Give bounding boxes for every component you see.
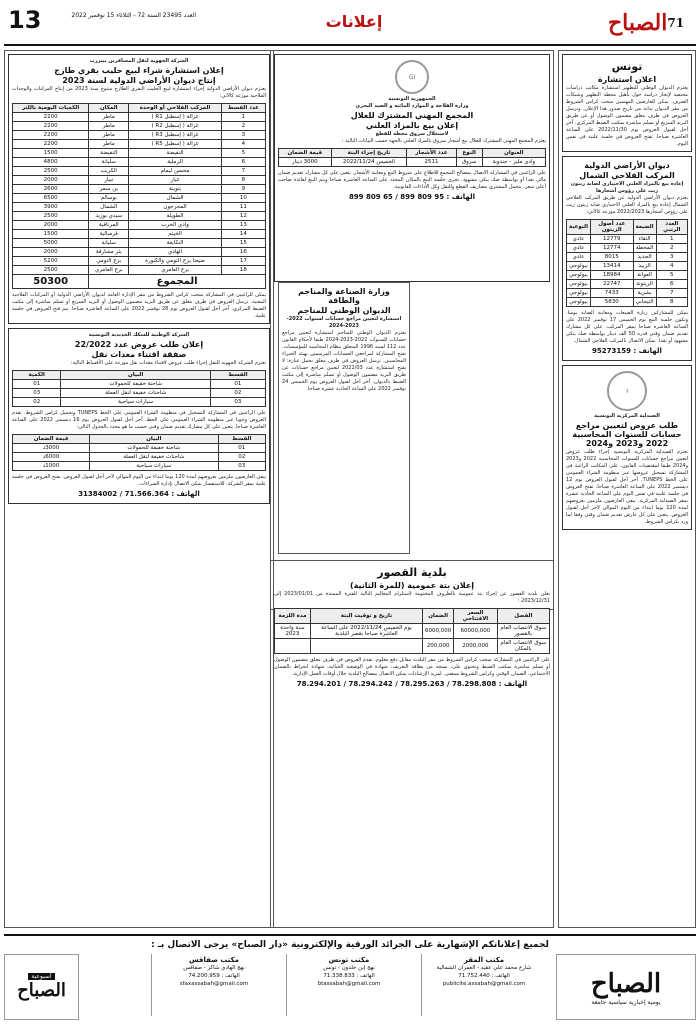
- table-cell: 4: [221, 140, 265, 149]
- table-header: المكان: [89, 104, 129, 113]
- table-cell: الخيتم: [129, 230, 222, 239]
- table-cell: 2500: [13, 212, 89, 221]
- table-row: [13, 462, 266, 471]
- table-cell: شاحنة خفيفة للحمولات: [61, 380, 210, 389]
- table-cell: 3: [221, 131, 265, 140]
- table-cell: 12779: [591, 235, 634, 244]
- table-header: القسط: [210, 371, 265, 380]
- table-cell: 60000,000: [454, 624, 497, 639]
- table-row: [275, 624, 550, 639]
- table-cell: المحرجون: [129, 203, 222, 212]
- table-header: العدد الرتبي: [656, 220, 687, 235]
- table-header: الفصل: [497, 609, 550, 624]
- table-cell: 18984: [591, 271, 634, 280]
- table-cell: وادي مليز - جندوبة: [482, 158, 545, 167]
- table-header: عدد القسط: [221, 104, 265, 113]
- table-row: [13, 221, 266, 230]
- table-cell: 3900: [13, 203, 89, 212]
- table-cell: 14: [221, 230, 265, 239]
- page-number: 13: [8, 6, 42, 34]
- ad-sub: إنتاج ديوان الأراضي الدولية لسنة 2023: [62, 76, 216, 85]
- table-cell: ماطر: [89, 113, 129, 122]
- table-header: تاريخ إجراء البتة: [331, 149, 407, 158]
- ad-head: استشارة لتعيين مراجع حسابات لسنوات 2022-2023-2024: [286, 316, 402, 329]
- table-cell: 02: [13, 398, 61, 407]
- table-cell: 7: [656, 289, 687, 298]
- table-row: [275, 639, 550, 654]
- table-cell: 6000,000: [423, 624, 454, 639]
- table-header: البيان: [61, 371, 210, 380]
- office-name: مكتب صفاقس: [188, 956, 240, 964]
- table-cell: 2200: [13, 122, 89, 131]
- ad-intro: يعتزم ديوان الأراضي الدولية إجراء استشارة لبيع الحليب البقري الطازج منتوج سنة 2023 من إنتاج المركبات والوحدات الفلاحية موزعة كالآتي:: [12, 86, 266, 99]
- table-header: البيان: [90, 435, 219, 444]
- ad-title: إعلان استشارة شراء لبيع حليب بقري طازج: [54, 66, 224, 75]
- table-cell: 13414: [591, 262, 634, 271]
- column-4: [4, 50, 274, 928]
- table-row: [13, 257, 266, 266]
- ad-body: يعتزم الديوان الوطني للتطهير استشارة مكاتب دراسات مختصة لإنجاز دراسة حول تأهيل محطة التطهير وشبكات الصرف. يمكن للعارضين المهتمين سحب كراس الشروط من مقر الديوان بداية من تاريخ صدور هذا الإعلان. وترسل العروض في ظرف مغلق مضمون الوصول أو عن طريق البريد السريع أو تسلم مباشرة بمكتب الضبط المركزي. آخر أجل لقبول العروض يوم 2022/11/30 على الساعة العاشرة صباحا. تفتح العروض في جلسة علنية في نفس اليوم.: [566, 85, 689, 147]
- table-cell: 2600: [13, 185, 89, 194]
- table-header: الضمان: [423, 609, 454, 624]
- table-cell: سليانة: [89, 239, 129, 248]
- table-cell: يوم الخميس 2022/11/24 على الساعة العاشرة صباحا بقصر البلدية: [310, 624, 422, 639]
- table-cell: 6: [656, 280, 687, 289]
- logo-name: الصباح: [17, 980, 66, 1001]
- table-cell: 5000: [13, 239, 89, 248]
- table-cell: 17: [221, 257, 265, 266]
- ad-transport-tender: [8, 328, 270, 504]
- table-cell: 3: [656, 253, 687, 262]
- olive-table: [566, 219, 688, 307]
- footer-title: لجميع إعلاناتكم الإشهارية على الجرائد الورقية والإلكترونية «دار الصباح» يرجى الاتصال بـ :: [151, 940, 549, 950]
- table-cell: الكريب: [89, 167, 129, 176]
- table-cell: 8015: [591, 253, 634, 262]
- table-cell: 2200: [13, 131, 89, 140]
- table-row: [13, 149, 266, 158]
- logo-name: الصباح: [590, 968, 662, 999]
- office-email[interactable]: btassabah@gmail.com: [317, 981, 381, 987]
- table-cell: عادي: [567, 244, 591, 253]
- issue-line: العدد 23495 السنة 72 - الثلاثاء 15 نوفمبر 2022: [71, 12, 196, 19]
- ad-body: يمكن للراغبين في المشاركة سحب كراس الشروط من مقر الإدارة العامة لديوان الأراضي الدولية أو المركبات الفلاحية المعنية. ترسل العروض في ظرف مغلق عن طريق البريد مضمون الوصول أو البريد السريع أو تسلم مباشرة إلى مكتب الضبط المركزي. آخر أجل لقبول العروض يوم 28 نوفمبر 2022 على الساعة العاشرة صباحا. يتم فتح العروض في جلسة علنية.: [12, 292, 267, 319]
- table-cell: 4800: [13, 158, 89, 167]
- office-line: الهاتف : 71.338.833: [323, 973, 375, 979]
- table-cell: ماطر: [89, 122, 129, 131]
- table-row: [567, 280, 688, 289]
- table-cell: 03: [13, 389, 61, 398]
- office-email[interactable]: sfaxassabah@gmail.com: [179, 981, 249, 987]
- ad-consultation-tunis: [562, 54, 692, 152]
- ad-body: على الراغبين في المشاركة سحب كراس الشروط من مقر البلدية مقابل دفع معلوم. تقدم العروض في ظرف مغلق مضمون الوصول أو تسلم مباشرة بمكتب الضبط وتحتوي على: نسخة من بطاقة التعريف، شهادة في الوضعية الجبائية، شهادة انخراط بالضمان الاجتماعي، الضمان الوقتي وكراس الشروط ممضى. لمزيد الإرشادات يمكن الاتصال بمصالح البلدية خلال أوقات العمل الإدارية.: [274, 657, 550, 677]
- office-hq: [421, 954, 546, 1016]
- logo-tagline: يومية إخبارية سياسية جامعة: [591, 998, 661, 1006]
- table-row: [567, 262, 688, 271]
- table-row: [567, 253, 688, 262]
- ad-country: تونس: [611, 60, 643, 73]
- table-row: [13, 248, 266, 257]
- table-row: [13, 131, 266, 140]
- table-cell: النفيضة: [89, 149, 129, 158]
- table-cell: سيدي بوزيد: [89, 212, 129, 221]
- table-header: القسط: [218, 435, 265, 444]
- table-cell: ضيعتا برج التومي والكنورة: [129, 257, 222, 266]
- ad-org: الشركة الجهوية لنقل المسافرين ببنزرت: [89, 58, 189, 64]
- total-value: 50300: [13, 275, 89, 289]
- table-row: [13, 113, 266, 122]
- table-cell: برج العامري: [129, 266, 222, 275]
- ad-body: على الراغبين في المشاركة الاتصال بمصالح المجمع للاطلاع على شروط البيع ومعاينة الأشجار. يتعين على كل مشارك تقديم ضمان مالي نقدا أو بواسطة صك بنكي مشهود. تجرى جلسة البيع بالمكان المحدد على الساعة العاشرة صباحا ويتم البيع لفائدة صاحب أعلى سعر. يتحمل المشتري مصاريف القطع والنقل وكل الأداءات القانونية.: [278, 170, 546, 190]
- table-header: العنوان: [482, 149, 545, 158]
- table-header: قيمة الضمان: [279, 149, 332, 158]
- footer-logo-weekly: [4, 954, 79, 1020]
- table-cell: بشرية: [633, 289, 656, 298]
- table-cell: العوانة: [633, 271, 656, 280]
- table-cell: بن سمر: [89, 185, 129, 194]
- logo-tagline: أسبوعية: [28, 973, 54, 980]
- table-cell: غيار: [129, 176, 222, 185]
- ad-cypress-auction: [274, 54, 550, 282]
- table-cell: الزيتونة: [633, 280, 656, 289]
- table-row: [567, 244, 688, 253]
- table-cell: 1: [656, 235, 687, 244]
- table-cell: سوق الانتصاب العام بالقصور: [497, 624, 550, 639]
- table-row: [13, 453, 266, 462]
- table-cell: 1000د: [13, 462, 90, 471]
- table-cell: 2000: [13, 248, 89, 257]
- table-cell: 6: [221, 158, 265, 167]
- table-cell: 1500: [13, 230, 89, 239]
- table-cell: بيولوجي: [567, 262, 591, 271]
- table-cell: 7433: [591, 289, 634, 298]
- table-cell: 16: [221, 248, 265, 257]
- column-1: [558, 50, 696, 928]
- table-header: الضيعة: [633, 220, 656, 235]
- ad-title: اعلان استشارة: [597, 75, 657, 84]
- ad-org: المجمع المهني المشترك للغلال: [350, 111, 474, 120]
- table-row: [567, 289, 688, 298]
- ad-phone: الهاتف : 95273159: [592, 347, 662, 355]
- table-header: السعر الافتتاحي: [454, 609, 497, 624]
- table-cell: عادي: [567, 253, 591, 262]
- table-cell: [275, 639, 311, 654]
- ad-title: إعلان طلب عروض عدد 22/2022: [74, 340, 204, 349]
- office-line: نهج الهادي شاكر - صفاقس: [183, 965, 245, 971]
- table-cell: 18: [221, 266, 265, 275]
- logo-text: الصباح: [607, 10, 668, 36]
- table-cell: بيولوجي: [567, 280, 591, 289]
- ad-org: الصيدلية المركزية التونسية: [594, 413, 660, 419]
- table-cell: 01: [218, 444, 265, 453]
- table-cell: التيجاني: [633, 298, 656, 307]
- table-row: [13, 158, 266, 167]
- table-cell: 8: [221, 176, 265, 185]
- table-cell: الخميس 2022/11/24: [331, 158, 407, 167]
- ad-municipality: [270, 560, 554, 928]
- table-cell: النفيضة: [129, 149, 222, 158]
- table-row: [13, 140, 266, 149]
- table-cell: 12774: [591, 244, 634, 253]
- table-row: [13, 122, 266, 131]
- office-name: مكتب المقر: [463, 956, 505, 964]
- table-cell: برج التومي: [89, 257, 129, 266]
- table-cell: بتوينة: [129, 185, 222, 194]
- ad-body: تعتزم الصيدلية المركزية التونسية إجراء طلب عروض لتعيين مراجع حسابات للسنوات المحاسبية 2022 و2023 و2024 طبقا لمقتضيات القانون. على المكاتب الراغبة في المشاركة تسجيل عروضها عبر منظومة الشراء العمومي على الخط TUNEPS. آخر أجل لقبول العروض يوم 12 ديسمبر 2022 على الساعة العاشرة صباحا. تفتح العروض في جلسة علنية في نفس اليوم على الساعة الحادية عشرة بمقر الصيدلية المركزية. يبقى العارضون ملزمين بعروضهم لمدة 120 يوما ابتداء من اليوم الموالي لآخر أجل لقبول العروض. يتعين على كل عارض تقديم ضمان وقتي وفقا لما ورد بكراس الشروط.: [566, 449, 688, 525]
- table-cell: 2000: [13, 221, 89, 230]
- table-cell: قرمبالية: [89, 230, 129, 239]
- ad-intro: تعتزم الشركة الجهوية للنقل إجراء طلب عروض لاقتناء معدات نقل موزعة على الأقساط التالية:: [70, 360, 266, 366]
- ad-title: إعلان بيع بالمزاد العلني: [365, 121, 459, 130]
- table-cell: تيبار: [89, 176, 129, 185]
- table-cell: 5830: [591, 298, 634, 307]
- ad-sub: المركب الفلاحي الشمال: [579, 171, 675, 180]
- table-header: النوع: [456, 149, 482, 158]
- table-cell: الهادي: [129, 248, 222, 257]
- ad-org: بلدية القصور: [377, 566, 447, 579]
- ad-phone: الهاتف : 78.298.808 / 78.295.263 / 78.294.242 / 78.294.201: [296, 680, 528, 688]
- table-row: [13, 167, 266, 176]
- ad-phone: الهاتف : 95 809 899 / 65 809 899: [348, 193, 476, 201]
- ad-sub: لاستغلال سروق محطة للقطع: [375, 131, 449, 137]
- ad-intro: يعتزم المجمع المهني المشترك للغلال بيع أشجار سروق بالمزاد العلني بالجهة حسب البيانات التالية :: [341, 138, 546, 144]
- table-cell: 01: [13, 380, 61, 389]
- table-cell: 2: [656, 244, 687, 253]
- table-cell: 3000 دينار: [279, 158, 332, 167]
- table-cell: الزبيد: [633, 262, 656, 271]
- table-cell: سروق: [456, 158, 482, 167]
- table-cell: عادي: [567, 235, 591, 244]
- transport-table: [12, 370, 266, 407]
- ad-body: يعتزم الديوان الوطني للمناجم استشارة لتعيين مراجع حسابات للسنوات 2022-2023-2024 طبقا لأحكام القانون عدد 112 لسنة 1996 المتعلق بنظام المحاسبة للمؤسسات. تفتح المشاركة لمراجعي الحسابات المرسمين بهيئة الخبراء المحاسبين. ترسل العروض في ظرف مغلق يحمل عبارة: لا يفتح استشارة عدد 2022/03 لتعيين مراجع حسابات عن طريق البريد مضمون الوصول أو تسلم مباشرة إلى مكتب الضبط بالديوان. آخر أجل لقبول العروض يوم الخميس 24 نوفمبر 2022 على الساعة الحادية عشرة صباحا.: [282, 330, 406, 392]
- office-email[interactable]: publicite.assabah@gmail.com: [442, 981, 526, 987]
- office-line: شارع محمد علي عقيد - العمران الشمالية: [436, 965, 532, 971]
- pharmacy-logo: ⚕: [607, 371, 647, 411]
- footer: [4, 934, 696, 1024]
- table-cell: الجديد: [633, 253, 656, 262]
- header-rule: [4, 44, 696, 46]
- table-row: [13, 239, 266, 248]
- table-cell: 2000: [13, 176, 89, 185]
- table-cell: برج العامري: [89, 266, 129, 275]
- footer-logo-main: [556, 954, 696, 1020]
- table-header: الكمية: [13, 371, 61, 380]
- ad-body-2: يبقى العارضون ملزمين بعروضهم لمدة 120 يوما ابتداء من اليوم الموالي لآخر أجل لقبول العروض. تفتح العروض في جلسة علنية بمقر الشركة. للاستفسار يمكن الاتصال بإدارة الشراءات.: [12, 474, 267, 487]
- table-cell: ماطر: [89, 140, 129, 149]
- table-row: [13, 212, 266, 221]
- table-header: الكميات اليومية باللتر: [13, 104, 89, 113]
- table-cell: 22747: [591, 280, 634, 289]
- table-row: [567, 235, 688, 244]
- table-cell: 2500: [13, 266, 89, 275]
- table-row: [13, 389, 266, 398]
- ad-ministry: وزارة الصناعة والمناجم والطاقة: [298, 287, 390, 305]
- ad-phone: الهاتف : 71.566.364 / 31384002: [78, 490, 200, 498]
- table-cell: سليانة: [89, 158, 129, 167]
- table-row: [13, 230, 266, 239]
- table-cell: سنة واحدة 2023: [275, 624, 311, 639]
- table-cell: الشمال: [129, 194, 222, 203]
- table-cell: 02: [218, 453, 265, 462]
- table-header: مدة اللزمة: [275, 609, 311, 624]
- table-header: عدد أصول الزيتون: [591, 220, 634, 235]
- ad-org: ديوان الأراضي الدولية: [584, 161, 670, 170]
- table-row: [13, 380, 266, 389]
- table-row: [567, 298, 688, 307]
- ad-olive-auction: [562, 156, 692, 361]
- table-cell: غزالة ( إسطبل R3 ): [129, 131, 222, 140]
- table-cell: 9: [221, 185, 265, 194]
- ad-republic: الجمهورية التونسية: [388, 96, 436, 102]
- table-cell: 01: [210, 380, 265, 389]
- ad-body: يمكن للمشاركين زيارة الضيعات ومعاينة الصابة يوميا. وتكون جلسة البيع يوم الخميس 17 نوفمبر 2022 على الساعة العاشرة صباحا بمقر المركب. على كل مشارك تقديم ضمان وقتي قدره 50 ألف دينار بواسطة صك بنكي مشهود أو نقدا. يمكن الاتصال بالمركب الفلاحي الشمال.: [566, 310, 688, 344]
- table-row: [13, 203, 266, 212]
- table-cell: بوسالم: [89, 194, 129, 203]
- table-row: [13, 444, 266, 453]
- table-cell: بيولوجي: [567, 289, 591, 298]
- table-cell: 12: [221, 212, 265, 221]
- table-cell: بيولوجي: [567, 298, 591, 307]
- table-cell: ماطر: [89, 131, 129, 140]
- table-cell: 2511: [407, 158, 456, 167]
- office-sfax: [151, 954, 276, 1016]
- table-cell: الطويلة: [129, 212, 222, 221]
- table-cell: غزالة ( إسطبل R1 ): [129, 113, 222, 122]
- ad-title: طلب عروض لتعيين مراجع حسابات للسنوات المحاسبية 2022 و2023 و2024: [572, 421, 682, 448]
- ad-org: الديوان الوطني للمناجم: [297, 306, 391, 315]
- office-line: الهاتف : 71.752.440: [458, 973, 510, 979]
- table-cell: سوق الانتصاب العام بالمكان: [497, 639, 550, 654]
- table-cell: 3000د: [13, 444, 90, 453]
- ad-body: على الراغبين في المشاركة التسجيل في منظومة الشراء العمومي على الخط TUNEPS وتحميل كراس الشروط. تقدم العروض وجوبا عبر منظومة الشراء العمومي على الخط. آخر أجل لقبول العروض يوم 16 ديسمبر 2022 على الساعة العاشرة صباحا. يتعين على كل مشارك تقديم ضمان وقتي حسب ما هو محدد بالجدول التالي:: [12, 410, 267, 430]
- office-name: مكتب تونس: [328, 956, 370, 964]
- table-cell: بيولوجي: [567, 271, 591, 280]
- office-line: نهج إبن خلدون - تونس: [323, 965, 375, 971]
- logo-year: 71: [667, 16, 685, 30]
- table-cell: شاحنات خفيفة لنقل العملة: [90, 453, 219, 462]
- table-cell: 2200: [13, 140, 89, 149]
- table-cell: 8: [656, 298, 687, 307]
- milk-table: [12, 103, 266, 289]
- cypress-table: [278, 148, 546, 167]
- table-row: [13, 176, 266, 185]
- table-row: [567, 271, 688, 280]
- table-header: تاريخ و توقيت البتة: [310, 609, 422, 624]
- table-cell: 2500: [13, 167, 89, 176]
- table-cell: 1: [221, 113, 265, 122]
- table-cell: 2200: [13, 113, 89, 122]
- gifruit-logo: GI: [395, 60, 429, 94]
- table-row: [13, 185, 266, 194]
- table-row: [13, 266, 266, 275]
- ad-intro: تعلن بلدية القصور عن إجراء بتة عمومية بالظروف المختومة لاستلزام المعاليم التالية للفترة الممتدة من 2023/01/01 إلى 2023/12/31 :: [274, 591, 550, 604]
- table-header: المركب الفلاحي أو الوحدة: [129, 104, 222, 113]
- table-cell: 13: [221, 221, 265, 230]
- ad-milk-sale: [8, 54, 270, 324]
- table-cell: سيارات سياحية: [61, 398, 210, 407]
- office-line: الهاتف : 74.200.959: [188, 973, 240, 979]
- table-cell: 10: [221, 194, 265, 203]
- ad-ministry: وزارة الفلاحة و الموارد المائية و الصيد البحري: [355, 103, 469, 109]
- table-header: قيمة الضمان: [13, 435, 90, 444]
- newspaper-logo: [596, 4, 696, 42]
- table-cell: [310, 639, 422, 654]
- table-cell: غزالة ( إسطبل R2 ): [129, 122, 222, 131]
- table-cell: التكايعة: [129, 239, 222, 248]
- page-header: [4, 4, 696, 44]
- table-cell: سيارات سياحية: [90, 462, 219, 471]
- table-header: عدد الأشجار: [407, 149, 456, 158]
- ad-org: الشركة الوطنية للسكك الحديدية التونسية: [88, 332, 190, 338]
- table-cell: 1500: [13, 149, 89, 158]
- table-row: [13, 194, 266, 203]
- table-cell: وادي الخرب: [129, 221, 222, 230]
- section-title: إعلانات: [325, 12, 383, 31]
- table-cell: شاحنات خفيفة لنقل العملة: [61, 389, 210, 398]
- table-cell: 5200: [13, 257, 89, 266]
- column-3: [278, 282, 410, 554]
- table-cell: شاحنة خفيفة للحمولات: [90, 444, 219, 453]
- municipality-table: [274, 608, 550, 654]
- ad-head: إعادة بيع بالمزاد العلني الاختياري لصابة زيتون زيت على رؤوس أشجارها: [570, 181, 684, 194]
- table-cell: محسن ليمام: [129, 167, 222, 176]
- ad-intro: يعتزم ديوان الأراضي الدولية عن طريق المركب الفلاحي الشمال إعادة بيع بالمزاد العلني الاختياري صابة زيتون زيت على رؤوس أشجارها 2022/2023 موزعة كالآتي:: [566, 195, 688, 215]
- ad-sub: صفقة اقتناء معدات نقل: [91, 350, 187, 359]
- office-tunis: [286, 954, 411, 1016]
- ad-head: إعلان بتة عمومية (للمرة الثانية): [349, 581, 475, 590]
- table-header: النوعية: [567, 220, 591, 235]
- table-cell: 200,000: [423, 639, 454, 654]
- table-cell: المحطة: [633, 244, 656, 253]
- ad-pharmacy-audit: [562, 365, 692, 530]
- table-cell: 03: [218, 462, 265, 471]
- table-row: [13, 398, 266, 407]
- total-label: المجموع: [89, 275, 266, 289]
- table-cell: الرملية: [129, 158, 222, 167]
- table-cell: 15: [221, 239, 265, 248]
- table-cell: 5: [221, 149, 265, 158]
- table-cell: 02: [210, 389, 265, 398]
- table-cell: المرناقية: [89, 221, 129, 230]
- table-cell: 4: [656, 262, 687, 271]
- table-cell: 03: [210, 398, 265, 407]
- table-cell: 6000د: [13, 453, 90, 462]
- table-cell: 11: [221, 203, 265, 212]
- table-cell: 6500: [13, 194, 89, 203]
- table-cell: التقاء: [633, 235, 656, 244]
- table-cell: غزالة ( إسطبل R5 ): [129, 140, 222, 149]
- table-cell: 5: [656, 271, 687, 280]
- table-cell: 7: [221, 167, 265, 176]
- table-cell: الشمال: [89, 203, 129, 212]
- table-cell: 2: [221, 122, 265, 131]
- table-cell: 2000,000: [454, 639, 497, 654]
- table-cell: بئر مشارقة: [89, 248, 129, 257]
- guarantee-table: [12, 434, 266, 471]
